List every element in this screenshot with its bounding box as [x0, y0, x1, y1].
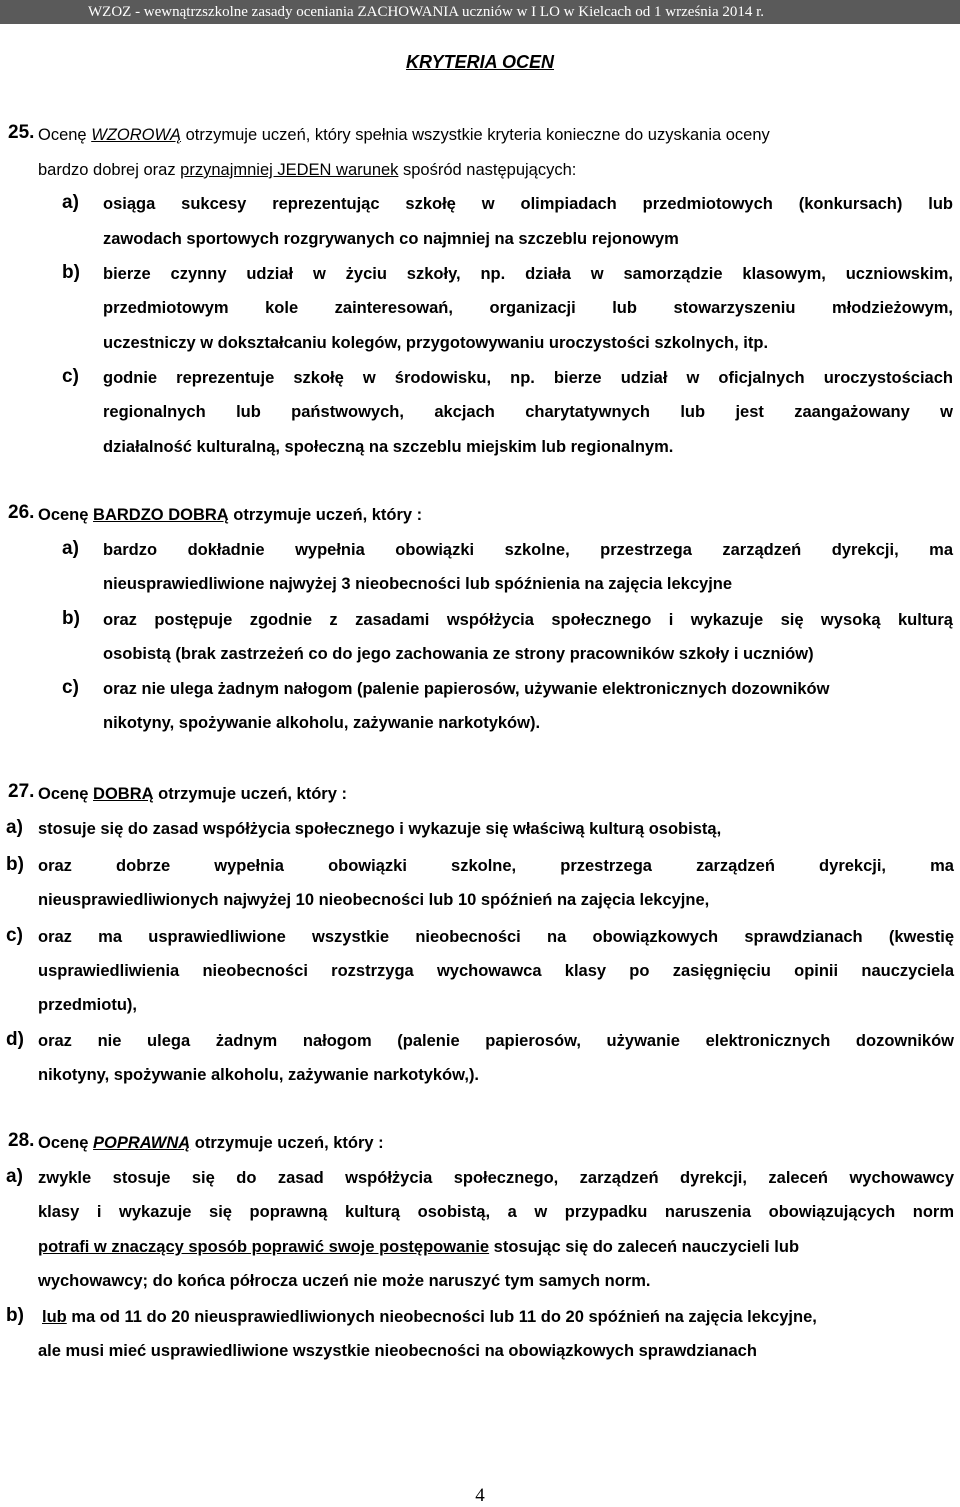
section-intro: Ocenę POPRAWNĄ otrzymuje uczeń, który : — [38, 1134, 384, 1152]
item-text: potrafi w znaczący sposób poprawić swoje postępowanie stosując się do zaleceń nauczycieli lub — [38, 1238, 800, 1256]
item-label: a) — [62, 538, 79, 559]
item-label: b) — [6, 1305, 24, 1326]
section-intro: Ocenę WZOROWĄ otrzymuje uczeń, który spełnia wszystkie kryteria konieczne do uzyskania oceny — [38, 126, 770, 144]
item-label: b) — [62, 262, 80, 283]
item-text: bardzo dokładnie wypełnia obowiązki szkolne, przestrzega zarządzeń dyrekcji, ma — [103, 541, 953, 559]
section-number: 25. — [8, 122, 35, 143]
item-text: oraz ma usprawiedliwione wszystkie nieobecności na obowiązkowych sprawdzianach (kwestię — [38, 928, 954, 946]
item-text: osobistą (brak zastrzeżeń co do jego zachowania ze strony pracowników szkoły i uczniów) — [103, 645, 814, 663]
section-number: 26. — [8, 502, 35, 523]
item-text: zwykle stosuje się do zasad współżycia społecznego, zarządzeń dyrekcji, zaleceń wychowawcy — [38, 1169, 954, 1187]
item-text: zawodach sportowych rozgrywanych co najmniej na szczeblu rejonowym — [103, 230, 679, 248]
page-title: KRYTERIA OCEN — [405, 52, 555, 72]
item-label: b) — [6, 854, 24, 875]
item-text: bierze czynny udział w życiu szkoły, np. działa w samorządzie klasowym, uczniowskim, — [103, 265, 953, 283]
item-label: c) — [62, 677, 79, 698]
grade-name: WZOROWĄ — [91, 126, 182, 144]
item-text: nieusprawiedliwionych najwyżej 10 nieobecności lub 10 spóźnień na zajęcia lekcyjne, — [38, 891, 710, 909]
item-label: a) — [6, 817, 23, 838]
section-number: 27. — [8, 781, 35, 802]
section-intro: Ocenę DOBRĄ otrzymuje uczeń, który : — [38, 785, 347, 803]
item-text: przedmiotu), — [38, 996, 137, 1014]
section-intro: Ocenę BARDZO DOBRĄ otrzymuje uczeń, który : — [38, 506, 423, 524]
document-header: WZOZ - wewnątrzszkolne zasady oceniania ZACHOWANIA uczniów w I LO w Kielcach od 1 września 2014 r. — [0, 0, 960, 24]
item-text: godnie reprezentuje szkołę w środowisku, np. bierze udział w oficjalnych uroczystościach — [103, 369, 953, 387]
page-number: 4 — [475, 1485, 485, 1506]
item-text: klasy i wykazuje się poprawną kulturą osobistą, a w przypadku naruszenia obowiązujących norm — [38, 1203, 954, 1221]
item-text: oraz nie ulega żadnym nałogom (palenie papierosów, używanie elektronicznych dozowników — [103, 680, 830, 698]
item-text: oraz nie ulega żadnym nałogom (palenie papierosów, używanie elektronicznych dozowników — [38, 1032, 954, 1050]
section-number: 28. — [8, 1130, 35, 1151]
item-label: a) — [6, 1166, 23, 1187]
item-text: nikotyny, spożywanie alkoholu, zażywanie narkotyków). — [103, 714, 541, 732]
item-text: wychowawcy; do końca półrocza uczeń nie może naruszyć tym samych norm. — [38, 1272, 651, 1290]
item-label: b) — [62, 608, 80, 629]
item-text: osiąga sukcesy reprezentując szkołę w olimpiadach przedmiotowych (konkursach) lub — [103, 195, 953, 213]
item-text: oraz postępuje zgodnie z zasadami współżycia społecznego i wykazuje się wysoką kulturą — [103, 611, 953, 629]
item-text: nieusprawiedliwione najwyżej 3 nieobecności lub spóźnienia na zajęcia lekcyjne — [103, 575, 733, 593]
section-intro-cont: bardzo dobrej oraz przynajmniej JEDEN warunek spośród następujących: — [38, 161, 577, 179]
item-text: oraz dobrze wypełnia obowiązki szkolne, przestrzega zarządzeń dyrekcji, ma — [38, 857, 954, 875]
item-text: działalność kulturalną, społeczną na szczeblu miejskim lub regionalnym. — [103, 438, 674, 456]
item-text: uczestniczy w dokształcaniu kolegów, przygotowywaniu uroczystości szkolnych, itp. — [103, 334, 769, 352]
item-text: stosuje się do zasad współżycia społecznego i wykazuje się właściwą kulturą osobistą, — [38, 820, 722, 838]
item-text: lub ma od 11 do 20 nieusprawiedliwionych nieobecności lub 11 do 20 spóźnień na zajęcia lekcyjne, — [42, 1308, 817, 1326]
item-text: usprawiedliwienia nieobecności rozstrzyga wychowawca klasy po zasięgnięciu opinii nauczyciela — [38, 962, 954, 980]
grade-name: DOBRĄ — [93, 785, 154, 803]
item-label: c) — [6, 925, 23, 946]
item-text: ale musi mieć usprawiedliwione wszystkie nieobecności na obowiązkowych sprawdzianach — [38, 1342, 757, 1360]
item-label: d) — [6, 1029, 24, 1050]
item-label: a) — [62, 192, 79, 213]
item-text: regionalnych lub państwowych, akcjach charytatywnych lub jest zaangażowany w — [103, 403, 953, 421]
grade-name: POPRAWNĄ — [93, 1134, 191, 1152]
item-label: c) — [62, 366, 79, 387]
item-text: nikotyny, spożywanie alkoholu, zażywanie narkotyków,). — [38, 1066, 480, 1084]
item-text: przedmiotowym kole zainteresowań, organizacji lub stowarzyszeniu młodzieżowym, — [103, 299, 953, 317]
grade-name: BARDZO DOBRĄ — [93, 506, 229, 524]
